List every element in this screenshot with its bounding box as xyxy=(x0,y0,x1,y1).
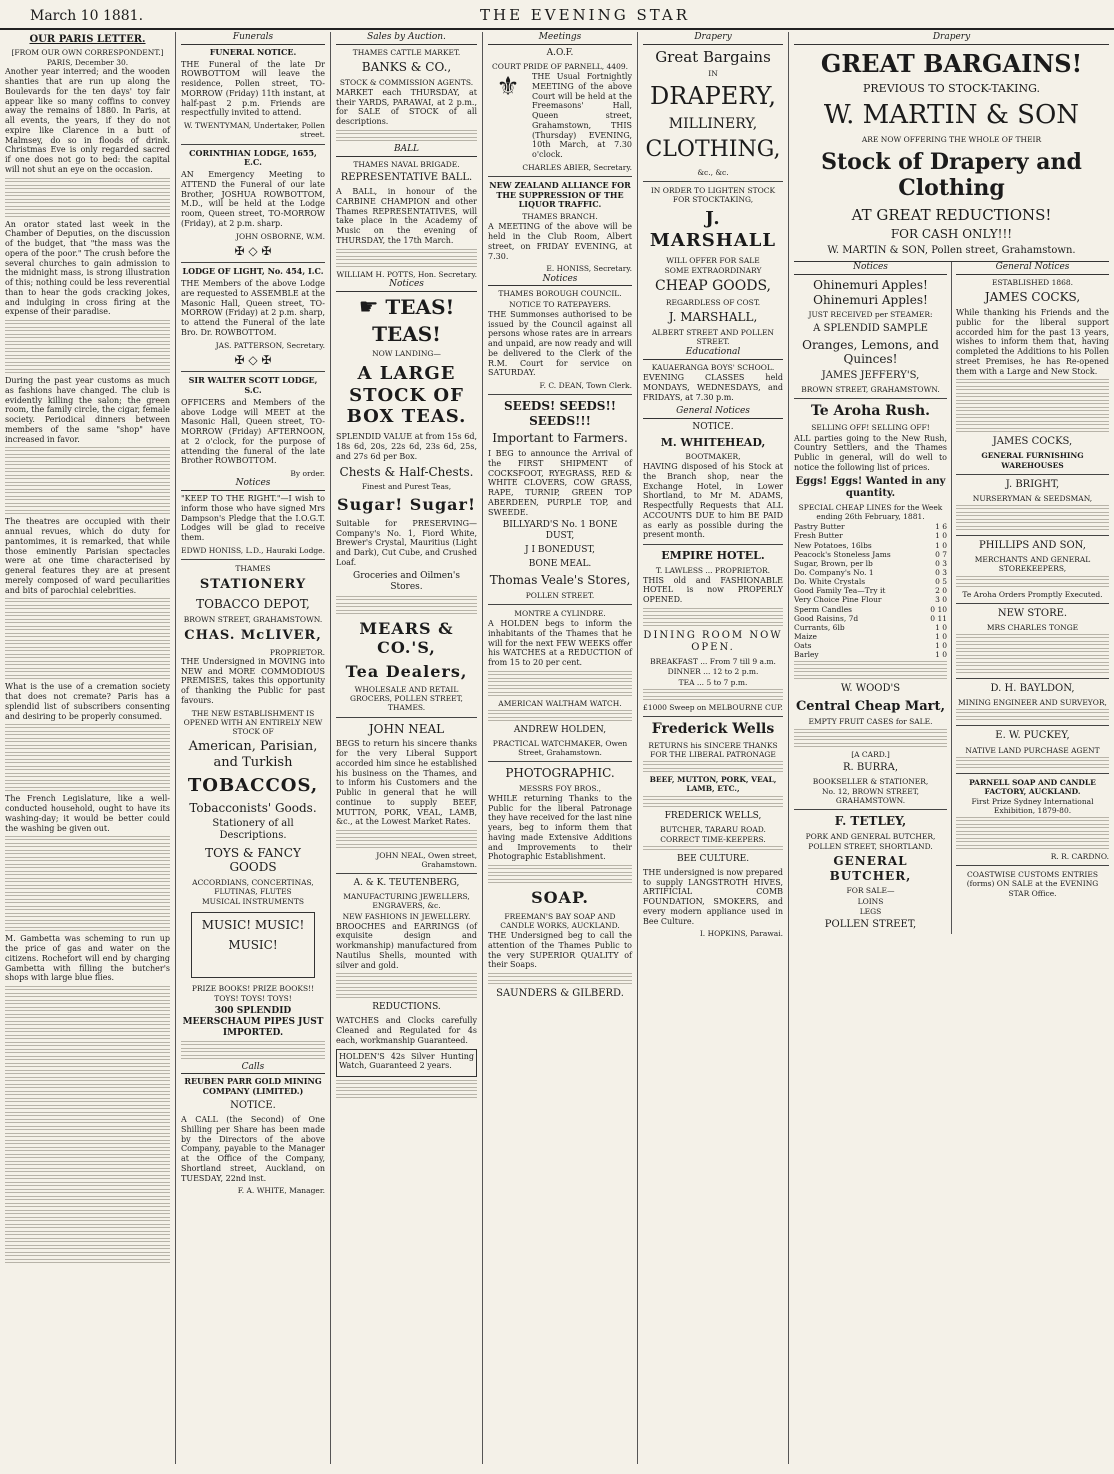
ad-line: BOOTMAKER, xyxy=(685,452,741,462)
price-item: Do. White Crystals xyxy=(794,577,866,587)
article-dateline: PARIS, December 30. xyxy=(46,58,129,68)
ad-line: JUST RECEIVED per STEAMER: xyxy=(808,310,933,320)
ad-signature: WILLIAM H. POTTS, Hon. Secretary. xyxy=(336,269,477,279)
ad-headline: FREDERICK WELLS, xyxy=(664,810,762,821)
ad-headline: Ohinemuri Apples! Ohinemuri Apples! xyxy=(813,278,928,307)
section-header: Notices xyxy=(794,262,947,275)
ad-body: BROOCHES and EARRINGS (of exquisite design and workmanship) manufactured from Nautilus Shells, mounted with silver and gold. xyxy=(336,921,477,970)
price-value: 3 0 xyxy=(935,595,947,605)
ad-headline: E. W. PUCKEY, xyxy=(995,730,1070,742)
price-item: Peacock's Stoneless Jams xyxy=(794,549,891,559)
section-header: BALL xyxy=(336,144,477,157)
ad-headline: D. H. BAYLDON, xyxy=(990,682,1075,694)
ad-headline: BANKS & CO., xyxy=(361,60,452,75)
ad-body: THE undersigned is now prepared to supply LANGSTROTH HIVES, ARTIFICIAL COMB FOUNDATION, SMOKERS, and every modern appliance used in Bee Culture. xyxy=(643,867,783,926)
ad-title: LODGE OF LIGHT, No. 454, I.C. xyxy=(182,266,324,277)
ad-headline: Great Bargains xyxy=(655,47,771,66)
price-item: Good Raisins, 7d xyxy=(794,613,859,623)
ad-line: MRS CHARLES TONGE xyxy=(986,622,1079,632)
ad-title: REUBEN PARR GOLD MINING COMPANY (LIMITED.) xyxy=(184,1076,322,1097)
ad-headline: MEARS & CO.'S, xyxy=(359,618,454,658)
column-drapery xyxy=(638,32,789,1464)
price-row xyxy=(794,614,947,623)
ad-line: LEGS xyxy=(859,906,882,916)
price-row xyxy=(794,641,947,650)
ad-line: TEA ... 5 to 7 p.m. xyxy=(678,677,748,687)
ad-headline: Important to Farmers. xyxy=(492,431,628,446)
ad-headline: SEEDS! SEEDS!! SEEDS!!! xyxy=(503,399,617,428)
ad-line: ARE NOW OFFERING THE WHOLE OF THEIR xyxy=(861,135,1042,145)
ad-line: ESTABLISHED 1868. xyxy=(991,278,1074,288)
masonic-emblem-icon: ✠ ◇ ✠ xyxy=(234,352,272,367)
ad-headline: JOHN NEAL xyxy=(368,721,445,736)
ad-headline: SAUNDERS & GILBERD. xyxy=(496,988,624,999)
ad-line: FOR CASH ONLY!!! xyxy=(890,227,1013,242)
price-row xyxy=(794,623,947,632)
price-item: Good Family Tea—Try it xyxy=(794,586,886,596)
ad-line: BROWN STREET, GRAHAMSTOWN. xyxy=(801,385,940,395)
ad-title: NEW ZEALAND ALLIANCE FOR THE SUPPRESSION OF THE LIQUOR TRAFFIC. xyxy=(489,179,631,210)
ad-line: PREVIOUS TO STOCK-TAKING. xyxy=(863,82,1040,96)
ad-line: SPECIAL CHEAP LINES for the Week ending 26th February, 1881. xyxy=(798,502,943,522)
ad-body: THE Undersigned in MOVING into NEW and MORE COMMODIOUS PREMISES, takes this opportunity of thanking the Public for past favours. xyxy=(181,656,325,705)
ad-body: THE Members of the above Lodge are requested to ASSEMBLE at the Masonic Hall, Queen street, TO-MORROW (Friday) at 2 p.m. sharp, to attend the Funeral of the late Bro. Dr. ROWBOTTOM. xyxy=(181,279,325,337)
section-header: Meetings xyxy=(488,32,632,45)
price-row xyxy=(794,586,947,595)
price-row xyxy=(794,541,947,550)
paper-title: THE EVENING STAR xyxy=(480,6,691,24)
ad-headline: PHOTOGRAPHIC. xyxy=(505,766,615,781)
section-header: General Notices xyxy=(956,262,1109,275)
ad-line: Groceries and Oilmen's Stores. xyxy=(353,570,460,592)
ad-body: THE Summonses authorised to be issued by the Council against all persons whose rates are in arrears and unpaid, are now ready and will be delivered to the Clerk of the R.M. Court for service on SATURDAY. xyxy=(488,309,632,378)
ad-headline: American, Parisian, and Turkish xyxy=(188,738,318,770)
ad-body: WATCHES and Clocks carefully Cleaned and Regulated for 4s each, workmanship Guaranteed. xyxy=(336,1016,477,1045)
ad-headline: 300 SPLENDID MEERSCHAUM PIPES JUST IMPORTED. xyxy=(182,1005,324,1038)
ad-line: BEEF, MUTTON, PORK, VEAL, LAMB, ETC., xyxy=(649,775,777,794)
ad-body: A HOLDEN begs to inform the inhabitants of the Thames that he will for the next FEW WEEKS offer his WATCHES at a REDUCTION of from 15 to 20 per cent. xyxy=(488,619,632,668)
ad-headline: Stock of Drapery and Clothing xyxy=(821,148,1082,202)
price-item: Do. Company's No. 1 xyxy=(794,567,874,577)
masonic-emblem-icon: ✠ ◇ ✠ xyxy=(234,243,272,258)
section-header: Notices xyxy=(336,279,477,292)
price-value: 0 11 xyxy=(930,613,947,623)
pointing-hand-icon: ☛ TEAS! TEAS! xyxy=(358,294,455,346)
ad-headline: A.O.F. xyxy=(546,47,574,58)
ad-line: ACCORDIANS, CONCERTINAS, FLUTINAS, FLUTES xyxy=(192,877,314,897)
ad-body: EVENING CLASSES held MONDAYS, WEDNESDAYS, and FRIDAYS, at 7.30 p.m. xyxy=(643,373,783,402)
ad-line: TOBACCO DEPOT, xyxy=(196,597,310,612)
ad-title: THAMES CATTLE MARKET. xyxy=(352,47,461,57)
ad-line: RETURNS his SINCERE THANKS FOR THE LIBERAL PATRONAGE xyxy=(648,740,778,760)
price-row xyxy=(794,632,947,641)
ad-line: MERCHANTS AND GENERAL STOREKEEPERS, xyxy=(974,555,1091,574)
article-paragraph: The theatres are occupied with their annual revues, which do duty for pantomimes, it is remarked, that while those eminently Parisian spectacles were at one time characterised by general features they are at present merely composed of ward peculiarities and bits of parochial celebrities. xyxy=(5,517,170,595)
price-row xyxy=(794,595,947,604)
ad-signature: R. R. CARDNO. xyxy=(1050,852,1109,862)
article-paragraph: Another year interred; and the wooden shanties that are run up along the Boulevards for the ten days' toy fair appear like so many coffins to convey away the remains of 1880. In Paris, at all events, the years, if they do not expire like Clarence in a butt of Malmsey, do so in floods of drink. Christmas Eve is only regarded sacred if one does not go to bed: the capital will not shut an eye on the occasion. xyxy=(5,67,170,174)
ad-headline: Oranges, Lemons, and Quinces! xyxy=(802,337,939,367)
ad-signature: EDWD HONISS, L.D., Hauraki Lodge. xyxy=(181,545,325,555)
ad-line: FOR SALE— xyxy=(846,886,895,896)
ad-line: T. LAWLESS ... PROPRIETOR. xyxy=(655,565,771,575)
ad-headline: REPRESENTATIVE BALL. xyxy=(340,171,473,183)
ad-line: IN ORDER TO LIGHTEN STOCK FOR STOCKTAKING, xyxy=(650,185,776,204)
ad-headline: CLOTHING, xyxy=(645,136,781,162)
ad-line: BUTCHER, TARARU ROAD. xyxy=(660,824,766,834)
ad-headline: JAMES JEFFERY'S, xyxy=(821,370,920,382)
ad-body: HOLDEN'S 42s Silver Hunting Watch, Guaranteed 2 years. xyxy=(339,1051,474,1071)
ad-body: AN Emergency Meeting to ATTEND the Funeral of our late Brother, JOSHUA ROWBOTTOM, M.D., will be held at the Lodge room, Queen street, TO-MORROW (Friday), at 2 p.m. sharp. xyxy=(181,170,325,228)
section-header: Notices xyxy=(181,478,325,491)
ad-line: BILLYARD'S No. 1 BONE DUST, xyxy=(502,520,618,542)
ad-body: ALL parties going to the New Rush, Country Settlers, and the Thames Public in general, will do well to notice the following list of prices. xyxy=(794,433,947,472)
column-bargains xyxy=(789,32,1114,1464)
ad-line: ALBERT STREET AND POLLEN STREET. xyxy=(652,328,774,347)
ad-line: &c., &c. xyxy=(697,167,729,177)
issue-date: March 10 1881. xyxy=(30,8,144,24)
ad-headline: Central Cheap Mart, xyxy=(795,698,946,714)
ad-headline: J. MARSHALL, xyxy=(668,310,758,325)
ad-title: THAMES BOROUGH COUNCIL. xyxy=(498,289,622,299)
ad-line: POLLEN STREET. xyxy=(525,590,595,600)
ad-line: A SPLENDID SAMPLE xyxy=(813,322,928,334)
ad-body: A MEETING of the above will be held in the Club Room, Albert street, on FRIDAY EVENING, at 7.30. xyxy=(488,222,632,261)
ad-line: BONE MEAL. xyxy=(528,559,592,570)
ad-title: SIR WALTER SCOTT LODGE, S.C. xyxy=(188,375,318,396)
price-item: Fresh Butter xyxy=(794,531,843,541)
masthead xyxy=(0,0,1114,30)
general-notices-subcolumn xyxy=(952,262,1109,934)
ad-headline: Thomas Veale's Stores, xyxy=(489,573,631,588)
ad-line: MANUFACTURING JEWELLERS, ENGRAVERS, &c. xyxy=(343,892,470,911)
ad-line: THAMES xyxy=(235,564,271,574)
ad-body: THE Funeral of the late Dr ROWBOTTOM will leave the residence, Pollen street, TO-MORROW (Friday) 11th instant, at half-past 2 p.m. Friends are respectfully invited to attend. xyxy=(181,59,325,118)
ad-line: BREAKFAST ... From 7 till 9 a.m. xyxy=(650,657,776,667)
price-item: Barley xyxy=(794,650,819,660)
ad-signature: F. C. DEAN, Town Clerk. xyxy=(539,381,632,390)
price-value: 0 3 xyxy=(935,567,947,577)
ad-body: THIS old and FASHIONABLE HOTEL is now PROPERLY OPENED. xyxy=(643,575,783,605)
ad-line: WILL OFFER FOR SALE xyxy=(666,255,760,265)
article-paragraph: What is the use of a cremation society that does not cremate? Paris has a splendid list of subscribers consenting and desiring to be properly consumed. xyxy=(5,682,170,721)
column-funerals xyxy=(176,32,331,1464)
section-header: Drapery xyxy=(794,32,1109,45)
ad-line: MINING ENGINEER AND SURVEYOR, xyxy=(958,698,1107,708)
article-paragraph: The French Legislature, like a well-conducted household, ought to have its washing-day; it would be better could the washing be given out. xyxy=(5,794,170,833)
ad-line: MESSRS FOY BROS., xyxy=(518,783,602,793)
article-paragraph: During the past year customs as much as fashions have changed. The club is evidently killing the salon; the green room, the family circle, the cigar, female society. Periodical dinners between members of the same "shop" have increased in favor. xyxy=(5,376,170,444)
ad-title: MONTRE A CYLINDRE. xyxy=(514,608,606,618)
ad-line: STOCK & COMMISSION AGENTS. xyxy=(339,77,474,87)
price-item: Sperm Candles xyxy=(794,604,852,614)
section-header: Notices xyxy=(488,274,632,287)
price-value: 0 10 xyxy=(930,604,947,614)
ad-line: FREEMAN'S BAY SOAP AND CANDLE WORKS, AUCKLAND. xyxy=(500,911,620,930)
ad-signature: JOHN NEAL, Owen street, Grahamstown. xyxy=(376,851,477,870)
ad-headline: W. WOOD'S xyxy=(840,683,901,695)
ad-line: CORRECT TIME-KEEPERS. xyxy=(660,834,766,844)
ad-headline: Tobacconists' Goods. xyxy=(189,800,317,815)
ad-title: KAUAERANGA BOYS' SCHOOL. xyxy=(651,363,775,373)
price-row xyxy=(794,568,947,577)
price-item: Currants, 6lb xyxy=(794,622,845,632)
music-banner: MUSIC! MUSIC! MUSIC! xyxy=(201,918,305,953)
ad-headline: TEAS! TEAS! xyxy=(372,294,455,346)
section-header: Funerals xyxy=(181,32,325,45)
ad-headline: GENERAL BUTCHER, xyxy=(829,854,912,883)
ad-line: REGARDLESS OF COST. xyxy=(665,298,761,308)
ad-line: PROPRIETOR. xyxy=(269,647,325,657)
ad-line: NEW FASHIONS IN JEWELLERY. xyxy=(342,911,471,921)
ad-line: NOTICE. xyxy=(230,1099,276,1111)
price-value: 1 0 xyxy=(935,531,947,541)
ad-headline: Eggs! Eggs! Wanted in any quantity. xyxy=(795,475,946,499)
price-value: 1 0 xyxy=(935,631,947,641)
price-row xyxy=(794,605,947,614)
price-item: Maize xyxy=(794,631,817,641)
price-item: Sugar, Brown, per lb xyxy=(794,558,873,568)
ad-line: W. MARTIN & SON, Pollen street, Grahamstown. xyxy=(827,245,1076,257)
ad-headline: M. WHITEHEAD, xyxy=(660,435,766,449)
column-meetings xyxy=(483,32,638,1464)
ad-headline: A. & K. TEUTENBERG, xyxy=(353,878,460,889)
section-header: Educational xyxy=(643,347,783,360)
price-row xyxy=(794,577,947,586)
court-crest-icon: ⚜ xyxy=(496,72,520,103)
ad-headline: PHILLIPS AND SON, xyxy=(979,540,1086,552)
price-value: 1 0 xyxy=(935,540,947,550)
ad-title: CORINTHIAN LODGE, 1655, E.C. xyxy=(189,147,317,168)
ad-line: J I BONEDUST, xyxy=(525,545,595,556)
ad-line: NATIVE LAND PURCHASE AGENT xyxy=(965,745,1100,755)
price-value: 1 0 xyxy=(935,641,947,651)
price-item: New Potatoes, 16lbs xyxy=(794,540,872,550)
ad-headline: REDUCTIONS. xyxy=(372,1002,441,1013)
ad-headline: Tea Dealers, xyxy=(345,661,468,681)
ad-headline: Chests & Half-Chests. xyxy=(339,464,474,479)
ad-headline: AT GREAT REDUCTIONS! xyxy=(851,206,1052,225)
ad-line: SELLING OFF! SELLING OFF! xyxy=(811,423,930,433)
ad-body: While thanking his Friends and the public for the liberal support accorded him for the past 13 years, wishes to inform them that, having completed the Additions to his Pollen street Premises, he has Re-opened them with a Large and New Stock. xyxy=(956,308,1109,376)
ad-body: SPLENDID VALUE at from 15s 6d, 18s 6d, 20s, 22s 6d, 23s 6d, 25s, and 27s 6d per Box. xyxy=(336,432,477,461)
ad-line: Finest and Purest Teas, xyxy=(361,482,452,492)
section-header: Sales by Auction. xyxy=(336,32,477,45)
ad-line: First Prize Sydney International Exhibition, 1879-80. xyxy=(971,796,1094,816)
ad-body: "KEEP TO THE RIGHT."—I wish to inform those who have signed Mrs Dampson's Pledge that the I.O.G.T. Lodges will be glad to receive them. xyxy=(181,494,325,543)
ad-signature: E. HONISS, Secretary. xyxy=(546,264,632,274)
ad-body: THE Usual Fortnightly MEETING of the above Court will be held at the Freemasons' Hall, Queen street, Grahamstown, THIS (Thursday) EVENING, 10th March, at 7.30 o'clock. xyxy=(532,72,632,160)
ad-line: BOOKSELLER & STATIONER, xyxy=(812,776,929,786)
ad-line: NOTICE. xyxy=(692,421,734,432)
article-byline: [FROM OUR OWN CORRESPONDENT.] xyxy=(11,48,164,58)
ad-body: WHILE returning Thanks to the Public for the liberal Patronage they have received for the last nine years, beg to inform them that having made Extensive Additions and Improvements to their Photographic Establishment. xyxy=(488,793,632,862)
ad-headline: TOYS & FANCY GOODS xyxy=(205,845,301,875)
ad-signature: JOHN OSBORNE, W.M. xyxy=(235,231,325,241)
ad-line: TOYS! TOYS! TOYS! xyxy=(214,994,292,1004)
ad-line: GENERAL FURNISHING WAREHOUSES xyxy=(981,451,1084,470)
ad-line: EMPTY FRUIT CASES for SALE. xyxy=(808,717,933,727)
ad-line: PORK AND GENERAL BUTCHER, xyxy=(805,831,936,841)
article-paragraph: M. Gambetta was scheming to run up the price of gas and water on the citizens. Rochefort will end by charging Gambetta with filling the butcher's shops with large blue flies. xyxy=(5,934,170,983)
ad-signature: F. A. WHITE, Manager. xyxy=(237,1186,325,1196)
price-list xyxy=(794,522,947,659)
ad-line: PRIZE BOOKS! PRIZE BOOKS!! xyxy=(191,984,315,994)
ad-line: [A CARD.] xyxy=(851,749,890,759)
ad-title: FUNERAL NOTICE. xyxy=(209,46,297,57)
ad-line: LOINS xyxy=(857,896,884,906)
ad-line: PRACTICAL WATCHMAKER, Owen Street, Grahamstown. xyxy=(492,738,628,758)
ad-headline: EMPIRE HOTEL. xyxy=(661,549,765,563)
price-value: 2 0 xyxy=(935,586,947,596)
ad-headline: TOBACCOS, xyxy=(187,774,319,796)
ad-headline: R. BURRA, xyxy=(842,761,899,773)
price-row xyxy=(794,550,947,559)
ad-body: A BALL, in honour of the CARBINE CHAMPION and other Thames REPRESENTATIVES, will take place in the Academy of Music on the evening of THURSDAY, the 17th March. xyxy=(336,187,477,245)
ad-body: OFFICERS and Members of the above Lodge will MEET at the Masonic Hall, Queen street, TO-MORROW (Friday) AFTERNOON, at 2 o'clock, for the purpose of attending the funeral of the late Brother ROWBOTTOM. xyxy=(181,397,325,466)
price-row xyxy=(794,522,947,531)
ad-title: PARNELL SOAP AND CANDLE FACTORY, AUCKLAND. xyxy=(969,777,1096,796)
ad-line: No. 12, BROWN STREET, GRAHAMSTOWN. xyxy=(821,787,919,806)
ad-headline: JAMES COCKS, xyxy=(992,436,1073,448)
price-value: 0 3 xyxy=(935,558,947,568)
ad-body: I BEG to announce the Arrival of the FIRST SHIPMENT of COCKSFOOT, RYEGRASS, RED & WHITE CLOVERS, COW GRASS, RAPE, TURNIP, GREEN TOP ABERDEEN, PURPLE TOP, and SWEEDE. xyxy=(488,449,632,517)
price-item: Very Choice Pine Flour xyxy=(794,595,882,605)
ad-line: THAMES BRANCH. xyxy=(522,212,598,222)
ad-headline: J. BRIGHT, xyxy=(1005,478,1060,490)
ad-headline: A LARGE STOCK OF BOX TEAS. xyxy=(346,362,467,428)
article-paragraph: An orator stated last week in the Chamber of Deputies, on the discussion of the budget, that "the mass was the opera of the poor." The crush before the several churches to gain admission to the midnight mass, is strong illustration of this; nothing could be less reverential than to hear the gods cracking jokes, and indulging in cross firing at the expense of their paradise. xyxy=(5,219,170,317)
price-value: 0 5 xyxy=(935,577,947,587)
ad-signature: I. HOPKINS, Parawai. xyxy=(699,929,783,939)
ad-line: NOTICE TO RATEPAYERS. xyxy=(509,299,611,309)
ad-signature: By order. xyxy=(290,469,325,479)
ad-signature: W. TWENTYMAN, Undertaker, Pollen street. xyxy=(183,121,325,140)
ad-body: BEGS to return his sincere thanks for the very Liberal Support accorded him since he established his business on the Thames, and to inform his Customers and the Public in general that he will continue to supply BEEF, MUTTON, PORK, VEAL, LAMB, &c., at the Lowest Market Rates. xyxy=(336,739,477,827)
ad-line: NURSERYMAN & SEEDSMAN, xyxy=(972,493,1093,503)
ad-headline: DRAPERY, xyxy=(649,82,777,111)
ad-body: THE Undersigned beg to call the attention of the Thames Public to the very SUPERIOR QUALITY of their Soaps. xyxy=(488,931,632,970)
section-header: Calls xyxy=(181,1062,325,1075)
ad-line: POLLEN STREET, SHORTLAND. xyxy=(808,842,933,852)
column-auctions xyxy=(331,32,483,1464)
ad-headline: NEW STORE. xyxy=(997,607,1068,619)
price-value: 1 0 xyxy=(935,650,947,660)
ad-line: MUSICAL INSTRUMENTS xyxy=(201,897,305,907)
ad-line: THE NEW ESTABLISHMENT IS OPENED WITH AN ENTIRELY NEW STOCK OF xyxy=(183,708,323,736)
ad-line: Te Aroha Orders Promptly Executed. xyxy=(962,589,1103,599)
ad-title: COURT PRIDE OF PARNELL, 4409. xyxy=(491,61,629,71)
ad-headline: JAMES COCKS, xyxy=(984,290,1081,305)
ad-line: POLLEN STREET, xyxy=(824,918,917,930)
ad-line: IN xyxy=(708,69,718,79)
ad-line: WHOLESALE AND RETAIL GROCERS, POLLEN STREET, THAMES. xyxy=(350,685,463,713)
section-header: Drapery xyxy=(643,32,783,45)
ad-body: Suitable for PRESERVING—Company's No. 1, Fiord White, Brewer's Crystal, Mauritius (Light and Dark), Cut Cube, and Crushed Loaf. xyxy=(336,518,477,567)
ad-line: AMERICAN WALTHAM WATCH. xyxy=(498,698,622,708)
price-value: 0 7 xyxy=(935,549,947,559)
ad-headline: F. TETLEY, xyxy=(834,814,907,829)
ad-line: COASTWISE CUSTOMS ENTRIES (forms) ON SALE at the EVENING STAR Office. xyxy=(966,870,1099,898)
price-item: Oats xyxy=(794,641,812,651)
ad-signature: CHARLES ABIER, Secretary. xyxy=(522,162,632,172)
notices-subcolumn xyxy=(794,262,952,934)
section-header: General Notices xyxy=(643,406,783,419)
ad-headline: SOAP. xyxy=(531,888,589,908)
ad-headline: J. MARSHALL xyxy=(649,208,777,251)
ad-headline: MILLINERY, xyxy=(668,115,758,132)
ad-line: Stationery of all Descriptions. xyxy=(212,818,294,842)
price-row xyxy=(794,650,947,659)
ad-headline: Sugar! Sugar! xyxy=(337,495,476,515)
ad-body: HAVING disposed of his Stock at the Branch shop, near the Exchange Hotel, in Lower Shortland, to Mr M. ADAMS, Respectfully Requests that ALL ACCOUNTS DUE to him BE PAID as early as possible during the present month. xyxy=(643,462,783,540)
ad-headline: DINING ROOM NOW OPEN. xyxy=(643,629,783,654)
price-value: 1 6 xyxy=(935,522,947,532)
ad-line: THAMES NAVAL BRIGADE. xyxy=(353,159,460,169)
ad-headline: STATIONERY xyxy=(199,577,307,593)
article-title: OUR PARIS LETTER. xyxy=(29,34,146,45)
ad-line: DINNER ... 12 to 2 p.m. xyxy=(667,667,759,677)
ad-body: MARKET each THURSDAY, at their YARDS, PARAWAI, at 2 p.m., for SALE of STOCK of all descriptions. xyxy=(336,87,477,127)
price-row xyxy=(794,559,947,568)
ad-signature: JAS. PATTERSON, Secretary. xyxy=(215,340,325,350)
ad-body: A CALL (the Second) of One Shilling per Share has been made by the Directors of the above Company, payable to the Manager at the Office of the Company, Shortland street, Auckland, on TUESDAY, 22nd inst. xyxy=(181,1115,325,1183)
ad-line: NOW LANDING— xyxy=(372,349,441,359)
ad-line: BROWN STREET, GRAHAMSTOWN. xyxy=(183,614,323,624)
ad-headline: Frederick Wells xyxy=(651,720,775,737)
ad-headline: Te Aroha Rush. xyxy=(810,403,931,420)
price-row xyxy=(794,531,947,540)
ad-headline: CHAS. McLIVER, xyxy=(184,627,322,643)
ad-headline: BEE CULTURE. xyxy=(676,853,750,864)
ad-line: SOME EXTRAORDINARY xyxy=(664,266,762,276)
ad-headline: ANDREW HOLDEN, xyxy=(513,724,607,735)
ad-headline: CHEAP GOODS, xyxy=(654,278,772,295)
ad-line: £1000 Sweep on MELBOURNE CUP. xyxy=(643,702,783,712)
ad-headline: W. MARTIN & SON xyxy=(823,99,1080,130)
column-paris-letter xyxy=(0,32,176,1464)
price-item: Pastry Butter xyxy=(794,522,845,532)
ad-headline: GREAT BARGAINS! xyxy=(820,48,1083,78)
price-value: 1 0 xyxy=(935,622,947,632)
